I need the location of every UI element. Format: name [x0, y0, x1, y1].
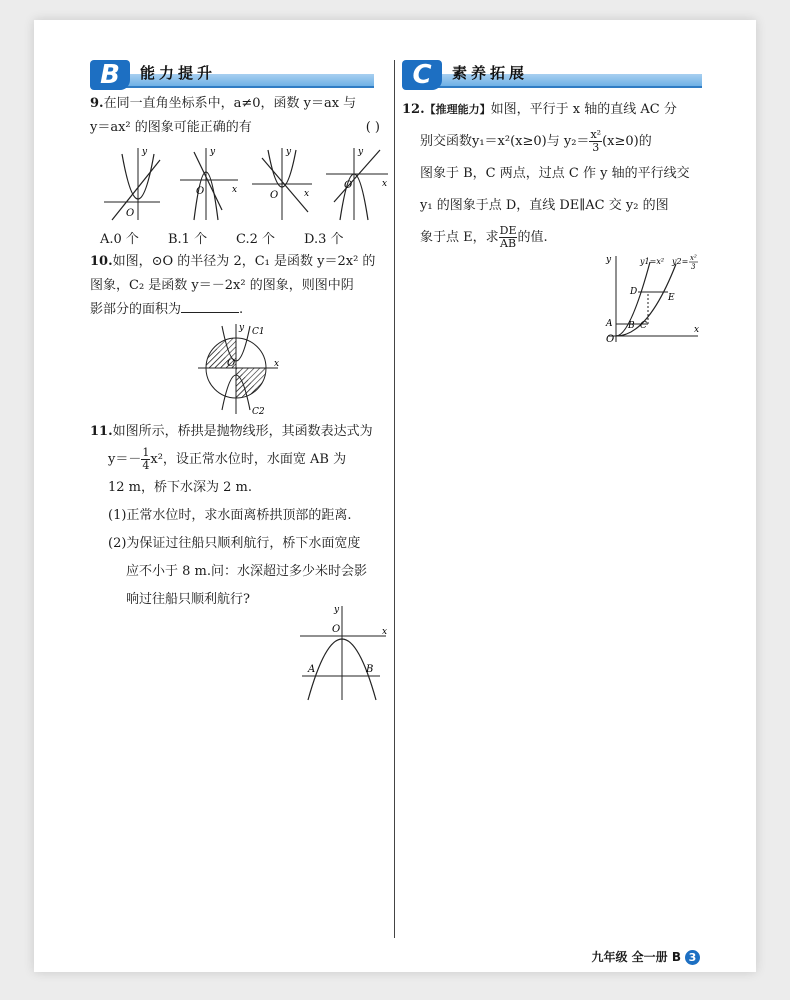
q11-number: 11. [90, 424, 113, 439]
q12-tag: 【推理能力】 [424, 103, 491, 116]
worksheet-page [34, 20, 756, 972]
q11-point-b: B [366, 664, 374, 675]
q11-line3: 12 m，桥下水深为 2 m. [108, 480, 252, 495]
page-number: 3 [685, 950, 700, 965]
section-b-header [90, 60, 374, 90]
q11-line1: 如图所示，桥拱是抛物线形，其函数表达式为 [112, 424, 373, 439]
q9a-origin: O [126, 208, 135, 219]
q12-line5-post: 的值. [517, 230, 548, 245]
q12-line2-post: (x≥0)的 [602, 134, 652, 149]
q9d-x: x [382, 179, 388, 189]
q10-origin: O [227, 358, 236, 369]
q10-line3: 影部分的面积为 [90, 302, 182, 317]
q11-point-a: A [308, 664, 316, 675]
q9-option-b: B.1 个 [168, 232, 208, 247]
q12-x: x [694, 325, 700, 335]
q12-line5-pre: 象于点 E，求 [420, 230, 499, 245]
page-footer [591, 948, 700, 965]
q9b-y: y [210, 147, 216, 157]
q12-line1: 如图，平行于 x 轴的直线 AC 分 [490, 102, 677, 117]
q11-part1: (1)正常水位时，求水面离桥拱顶部的距离. [108, 508, 352, 523]
q9-graph-b [180, 147, 238, 220]
q12-point-a: A [606, 319, 613, 329]
q12-line3: 图象于 B，C 两点，过点 C 作 y 轴的平行线交 [420, 166, 690, 181]
q9-line2: y＝ax² 的图象可能正确的有 [90, 120, 252, 135]
q11-line2-post: x²，设正常水位时，水面宽 AB 为 [150, 452, 347, 467]
q10-circle-figure [198, 322, 284, 416]
q12-y: y [606, 255, 612, 265]
q9-options [100, 228, 372, 247]
q12-fraction-1 [589, 129, 602, 154]
q9-line1: 在同一直角坐标系中，a≠0，函数 y＝ax 与 [103, 96, 357, 111]
q9-option-d: D.3 个 [304, 232, 344, 247]
q11-line2-pre: y＝－ [108, 452, 142, 467]
q10-answer-blank [181, 312, 239, 313]
q9d-origin: O [344, 180, 353, 191]
section-c-header [402, 60, 702, 90]
q12-frac1-den: 3 [592, 141, 600, 154]
section-c-title: 素养拓展 [452, 64, 529, 82]
q9b-x: x [232, 185, 238, 195]
q11-origin: O [332, 624, 341, 635]
section-b-badge: B [90, 60, 130, 90]
q11-bridge-figure [298, 602, 394, 702]
q10-x: x [274, 359, 280, 369]
q12-frac2-den: AB [500, 237, 517, 250]
question-12 [402, 94, 702, 254]
q11-part2-line1: (2)为保证过往船只顺利航行，桥下水面宽度 [108, 536, 361, 551]
q9c-x: x [304, 189, 310, 199]
question-11 [90, 418, 390, 614]
q10-line3-end: . [239, 302, 244, 317]
q9-graph-d [326, 147, 388, 220]
q12-frac2-num: DE [499, 224, 517, 237]
q9-number: 9. [90, 96, 104, 111]
q11-frac-den: 4 [142, 459, 150, 472]
q12-frac1-num: x² [590, 128, 602, 141]
question-10 [90, 252, 390, 320]
q9c-y: y [286, 147, 292, 157]
q12-point-b: B [628, 321, 635, 331]
q12-line2-pre: 别交函数y₁＝x²(x≥0)与 y₂＝ [420, 134, 590, 149]
section-c-badge: C [402, 60, 442, 90]
footer-grade-label: 九年级 全一册 B [591, 950, 681, 964]
q11-part2-line2: 应不小于 8 m.问：水深超过多少米时会影 [126, 564, 367, 579]
q10-line1: 如图，⊙O 的半径为 2，C₁ 是函数 y＝2x² 的 [112, 254, 376, 269]
q9c-origin: O [270, 190, 279, 201]
column-divider [394, 60, 395, 938]
q9-option-a: A.0 个 [100, 232, 139, 247]
q10-c2-label: C2 [252, 407, 265, 416]
q11-fraction [141, 447, 150, 472]
q9-graph-a [104, 147, 160, 220]
q12-origin: O [606, 334, 615, 344]
q12-point-c: C [640, 321, 647, 331]
q12-y2-den: 3 [691, 263, 696, 271]
q12-y1-label: y1=x² [640, 257, 665, 266]
q9-figures [100, 144, 390, 224]
q12-y2-num: x² [690, 254, 697, 262]
q11-part2-line3: 响过往船只顺利航行? [126, 592, 250, 607]
q9b-origin: O [196, 186, 205, 197]
q12-line4: y₁ 的图象于点 D，直线 DE∥AC 交 y₂ 的图 [420, 198, 669, 213]
q9-graph-c [252, 147, 312, 220]
q10-c1-label: C1 [252, 327, 265, 337]
q10-line2: 图象，C₂ 是函数 y＝－2x² 的图象，则图中阴 [90, 278, 354, 293]
section-b-title: 能力提升 [140, 64, 217, 82]
q11-x: x [382, 627, 388, 637]
q9-option-c: C.2 个 [236, 232, 276, 247]
q10-y: y [239, 323, 245, 333]
q12-point-e: E [668, 293, 675, 303]
q12-fraction-2 [499, 225, 518, 250]
q12-y2-label: y2= [672, 257, 689, 266]
q12-point-d: D [630, 287, 638, 297]
q9-answer-paren: ( ) [365, 120, 380, 135]
q11-y: y [334, 605, 340, 615]
q11-frac-num: 1 [142, 446, 150, 459]
q12-parabola-figure [602, 252, 702, 344]
q10-number: 10. [90, 254, 113, 269]
q9d-y: y [358, 147, 364, 157]
q12-number: 12. [402, 102, 425, 117]
q9a-y: y [142, 147, 148, 157]
question-9 [90, 94, 390, 138]
